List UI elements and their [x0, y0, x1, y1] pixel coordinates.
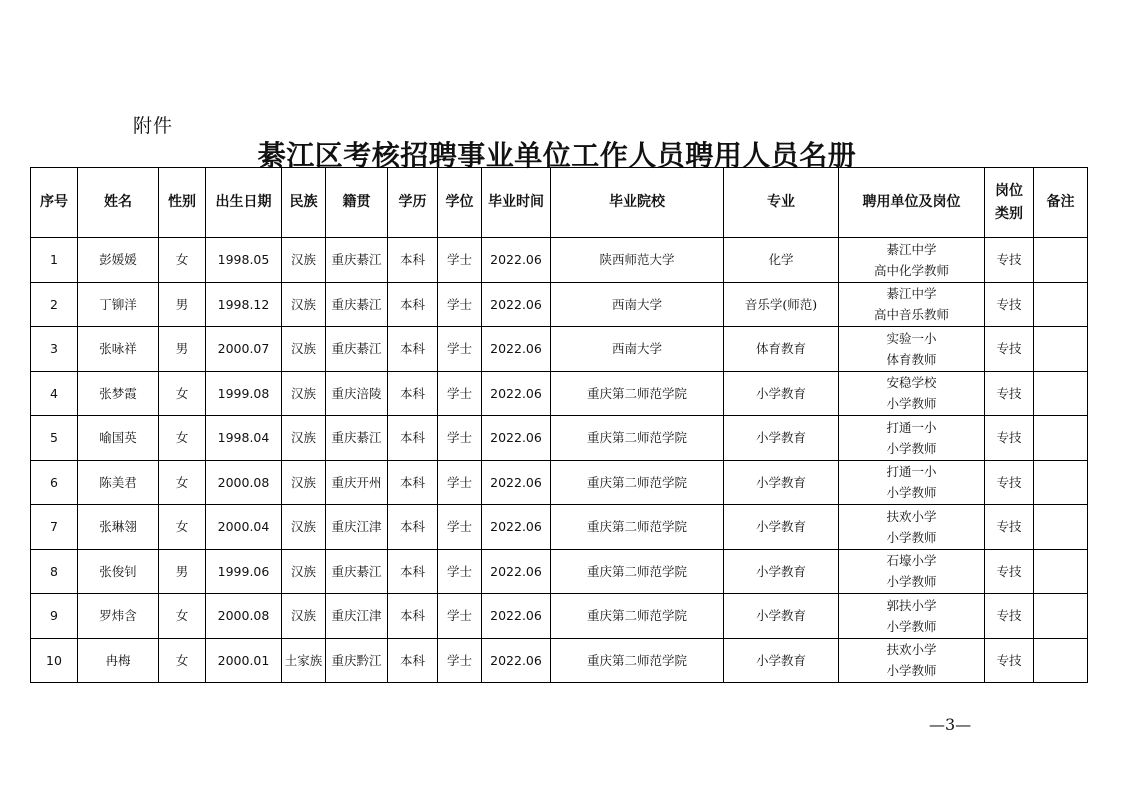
column-header-remarks: 备注 [1034, 168, 1088, 238]
cell-school: 陕西师范大学 [551, 238, 724, 283]
cell-name: 冉梅 [78, 638, 159, 683]
column-header-category-line2: 类别 [995, 205, 1023, 222]
cell-gender: 女 [159, 638, 206, 683]
cell-category: 专技 [985, 282, 1034, 327]
table-row [31, 416, 1088, 461]
cell-category: 专技 [985, 460, 1034, 505]
cell-unit [839, 638, 985, 683]
column-header-school: 毕业院校 [551, 168, 724, 238]
cell-birth: 1999.06 [206, 549, 282, 594]
cell-degree: 学士 [438, 594, 482, 639]
cell-education: 本科 [388, 238, 438, 283]
cell-unit-line2: 小学教师 [886, 529, 937, 545]
table-row [31, 505, 1088, 550]
cell-ethnicity: 土家族 [282, 638, 326, 683]
cell-seq: 6 [31, 460, 78, 505]
cell-origin: 重庆江津 [326, 594, 388, 639]
cell-name: 彭媛媛 [78, 238, 159, 283]
column-header-major: 专业 [724, 168, 839, 238]
cell-education: 本科 [388, 505, 438, 550]
cell-school: 重庆第二师范学院 [551, 549, 724, 594]
cell-unit-line1: 安稳学校 [886, 375, 937, 391]
table-row [31, 282, 1088, 327]
cell-school: 西南大学 [551, 282, 724, 327]
cell-education: 本科 [388, 460, 438, 505]
column-header-graduation: 毕业时间 [482, 168, 551, 238]
cell-remarks [1034, 594, 1088, 639]
cell-unit-line1: 扶欢小学 [886, 642, 937, 658]
cell-unit-line2: 高中音乐教师 [873, 307, 949, 323]
cell-remarks [1034, 282, 1088, 327]
cell-ethnicity: 汉族 [282, 594, 326, 639]
cell-unit [839, 594, 985, 639]
cell-gender: 女 [159, 416, 206, 461]
cell-birth: 1998.04 [206, 416, 282, 461]
cell-school: 重庆第二师范学院 [551, 638, 724, 683]
cell-birth: 1998.12 [206, 282, 282, 327]
cell-remarks [1034, 549, 1088, 594]
cell-degree: 学士 [438, 371, 482, 416]
table-row [31, 549, 1088, 594]
cell-remarks [1034, 416, 1088, 461]
cell-origin: 重庆綦江 [326, 238, 388, 283]
column-header-seq: 序号 [31, 168, 78, 238]
cell-remarks [1034, 460, 1088, 505]
cell-seq: 10 [31, 638, 78, 683]
cell-graduation: 2022.06 [482, 416, 551, 461]
cell-origin: 重庆綦江 [326, 416, 388, 461]
cell-gender: 男 [159, 282, 206, 327]
cell-graduation: 2022.06 [482, 638, 551, 683]
cell-school: 重庆第二师范学院 [551, 505, 724, 550]
cell-name: 张琳翎 [78, 505, 159, 550]
cell-category: 专技 [985, 327, 1034, 372]
cell-remarks [1034, 505, 1088, 550]
cell-degree: 学士 [438, 460, 482, 505]
cell-origin: 重庆綦江 [326, 549, 388, 594]
cell-gender: 女 [159, 238, 206, 283]
cell-graduation: 2022.06 [482, 549, 551, 594]
cell-name: 张梦霞 [78, 371, 159, 416]
cell-origin: 重庆江津 [326, 505, 388, 550]
cell-school: 重庆第二师范学院 [551, 594, 724, 639]
cell-gender: 男 [159, 327, 206, 372]
cell-birth: 2000.07 [206, 327, 282, 372]
cell-unit-line2: 小学教师 [886, 440, 937, 456]
cell-category: 专技 [985, 594, 1034, 639]
cell-birth: 2000.04 [206, 505, 282, 550]
cell-birth: 2000.08 [206, 460, 282, 505]
cell-graduation: 2022.06 [482, 460, 551, 505]
cell-birth: 2000.08 [206, 594, 282, 639]
cell-ethnicity: 汉族 [282, 460, 326, 505]
cell-category: 专技 [985, 505, 1034, 550]
cell-category: 专技 [985, 238, 1034, 283]
attachment-label: 附件 [133, 115, 174, 137]
cell-unit [839, 238, 985, 283]
cell-origin: 重庆涪陵 [326, 371, 388, 416]
cell-school: 重庆第二师范学院 [551, 416, 724, 461]
cell-origin: 重庆黔江 [326, 638, 388, 683]
cell-unit-line2: 小学教师 [886, 574, 937, 590]
column-header-unit: 聘用单位及岗位 [839, 168, 985, 238]
cell-category: 专技 [985, 638, 1034, 683]
cell-remarks [1034, 327, 1088, 372]
cell-seq: 3 [31, 327, 78, 372]
cell-graduation: 2022.06 [482, 327, 551, 372]
cell-name: 陈美君 [78, 460, 159, 505]
cell-degree: 学士 [438, 638, 482, 683]
cell-graduation: 2022.06 [482, 505, 551, 550]
cell-unit-line2: 小学教师 [886, 618, 937, 634]
column-header-name: 姓名 [78, 168, 159, 238]
cell-unit-line2: 小学教师 [886, 396, 937, 412]
cell-category: 专技 [985, 549, 1034, 594]
cell-major: 小学教育 [724, 505, 839, 550]
cell-unit-line2: 小学教师 [886, 485, 937, 501]
cell-degree: 学士 [438, 505, 482, 550]
cell-unit-line1: 实验一小 [886, 330, 937, 346]
cell-major: 小学教育 [724, 371, 839, 416]
cell-ethnicity: 汉族 [282, 282, 326, 327]
cell-name: 张咏祥 [78, 327, 159, 372]
cell-school: 西南大学 [551, 327, 724, 372]
column-header-category [985, 168, 1034, 238]
cell-remarks [1034, 371, 1088, 416]
table-row [31, 638, 1088, 683]
cell-unit-line1: 扶欢小学 [886, 508, 937, 524]
cell-ethnicity: 汉族 [282, 416, 326, 461]
roster-table [30, 167, 1088, 683]
cell-name: 罗炜含 [78, 594, 159, 639]
cell-seq: 2 [31, 282, 78, 327]
cell-education: 本科 [388, 638, 438, 683]
page-number: —3— [929, 715, 972, 734]
document-title: 綦江区考核招聘事业单位工作人员聘用人员名册 [257, 139, 857, 172]
cell-graduation: 2022.06 [482, 594, 551, 639]
cell-unit-line1: 打通一小 [886, 464, 937, 480]
cell-seq: 1 [31, 238, 78, 283]
cell-birth: 1998.05 [206, 238, 282, 283]
table-row [31, 238, 1088, 283]
cell-gender: 女 [159, 505, 206, 550]
cell-school: 重庆第二师范学院 [551, 371, 724, 416]
cell-birth: 2000.01 [206, 638, 282, 683]
cell-origin: 重庆綦江 [326, 327, 388, 372]
cell-remarks [1034, 238, 1088, 283]
cell-birth: 1999.08 [206, 371, 282, 416]
cell-education: 本科 [388, 549, 438, 594]
table-row [31, 371, 1088, 416]
cell-unit-line1: 綦江中学 [886, 241, 937, 257]
cell-degree: 学士 [438, 327, 482, 372]
cell-remarks [1034, 638, 1088, 683]
cell-gender: 女 [159, 460, 206, 505]
cell-major: 小学教育 [724, 460, 839, 505]
cell-category: 专技 [985, 416, 1034, 461]
cell-gender: 男 [159, 549, 206, 594]
cell-origin: 重庆綦江 [326, 282, 388, 327]
cell-unit-line1: 石壕小学 [886, 553, 937, 569]
table-row [31, 327, 1088, 372]
cell-unit [839, 505, 985, 550]
cell-major: 小学教育 [724, 416, 839, 461]
table-row [31, 460, 1088, 505]
cell-major: 小学教育 [724, 594, 839, 639]
cell-education: 本科 [388, 371, 438, 416]
column-header-gender: 性别 [159, 168, 206, 238]
cell-name: 喻国英 [78, 416, 159, 461]
cell-graduation: 2022.06 [482, 238, 551, 283]
cell-unit-line1: 打通一小 [886, 419, 937, 435]
cell-major: 化学 [724, 238, 839, 283]
table-header-row [31, 168, 1088, 238]
cell-unit [839, 549, 985, 594]
cell-unit-line1: 郭扶小学 [886, 597, 937, 613]
column-header-education: 学历 [388, 168, 438, 238]
cell-unit-line1: 綦江中学 [886, 286, 937, 302]
cell-seq: 9 [31, 594, 78, 639]
cell-gender: 女 [159, 594, 206, 639]
cell-unit [839, 282, 985, 327]
cell-name: 张俊钊 [78, 549, 159, 594]
cell-gender: 女 [159, 371, 206, 416]
cell-degree: 学士 [438, 416, 482, 461]
cell-major: 体育教育 [724, 327, 839, 372]
column-header-ethnicity: 民族 [282, 168, 326, 238]
cell-seq: 4 [31, 371, 78, 416]
cell-school: 重庆第二师范学院 [551, 460, 724, 505]
cell-graduation: 2022.06 [482, 282, 551, 327]
cell-major: 小学教育 [724, 638, 839, 683]
cell-seq: 8 [31, 549, 78, 594]
cell-unit-line2: 小学教师 [886, 663, 937, 679]
cell-unit-line2: 高中化学教师 [873, 262, 949, 278]
column-header-origin: 籍贯 [326, 168, 388, 238]
cell-unit [839, 416, 985, 461]
cell-degree: 学士 [438, 549, 482, 594]
table-row [31, 594, 1088, 639]
cell-unit [839, 327, 985, 372]
cell-unit [839, 460, 985, 505]
cell-education: 本科 [388, 327, 438, 372]
cell-ethnicity: 汉族 [282, 371, 326, 416]
cell-ethnicity: 汉族 [282, 327, 326, 372]
cell-name: 丁铆洋 [78, 282, 159, 327]
cell-ethnicity: 汉族 [282, 549, 326, 594]
cell-ethnicity: 汉族 [282, 505, 326, 550]
cell-major: 音乐学(师范) [724, 282, 839, 327]
cell-ethnicity: 汉族 [282, 238, 326, 283]
cell-origin: 重庆开州 [326, 460, 388, 505]
cell-seq: 7 [31, 505, 78, 550]
cell-education: 本科 [388, 282, 438, 327]
column-header-degree: 学位 [438, 168, 482, 238]
cell-graduation: 2022.06 [482, 371, 551, 416]
cell-education: 本科 [388, 416, 438, 461]
table-body [31, 238, 1088, 683]
cell-category: 专技 [985, 371, 1034, 416]
column-header-category-line1: 岗位 [995, 182, 1023, 199]
cell-degree: 学士 [438, 238, 482, 283]
cell-seq: 5 [31, 416, 78, 461]
column-header-birth: 出生日期 [206, 168, 282, 238]
cell-major: 小学教育 [724, 549, 839, 594]
cell-degree: 学士 [438, 282, 482, 327]
cell-unit [839, 371, 985, 416]
cell-education: 本科 [388, 594, 438, 639]
cell-unit-line2: 体育教师 [886, 351, 937, 367]
